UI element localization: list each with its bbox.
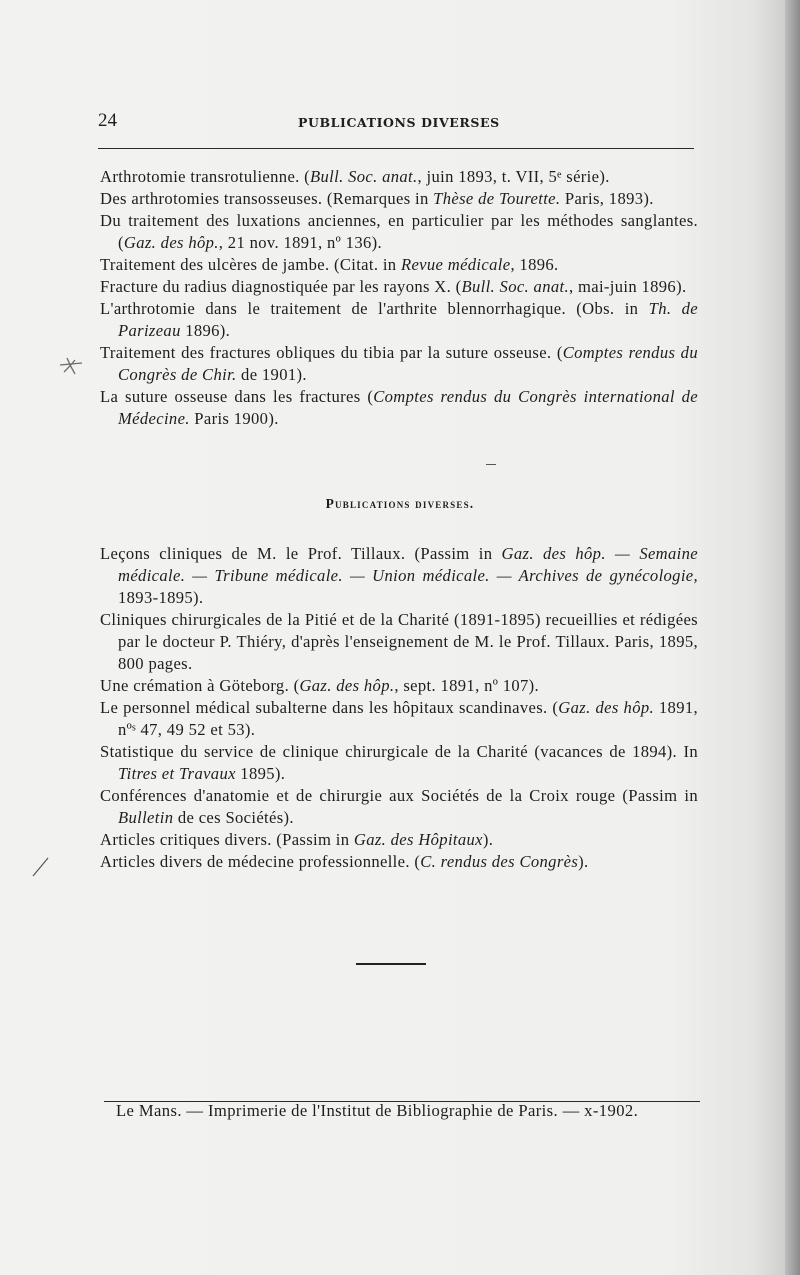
- page-edge-shadow: [785, 0, 800, 1275]
- page-number: 24: [98, 110, 117, 131]
- handwritten-cross-mark-icon: [58, 356, 84, 376]
- header-rule: [98, 148, 694, 149]
- page-header: [98, 110, 694, 136]
- handwritten-slash-mark-icon: [30, 856, 50, 878]
- list-item: Articles critiques divers. (Passim in Gaz. des Hôpitaux).: [100, 830, 494, 849]
- list-item: Leçons cliniques de M. le Prof. Tillaux. (Passim in Gaz. des hôp. — Semaine médicale. — Tribune médicale. — Union médicale. — Archives de gynécologie, 1893-1895).: [100, 544, 698, 607]
- publications-list-2: [100, 543, 698, 873]
- running-head: PUBLICATIONS DIVERSES: [298, 115, 500, 130]
- printer-imprint: Le Mans. — Imprimerie de l'Institut de Bibliographie de Paris. — x-1902.: [116, 1101, 639, 1120]
- list-item: Le personnel médical subalterne dans les hôpitaux scandinaves. (Gaz. des hôp. 1891, nºˢ 47, 49 52 et 53).: [100, 698, 698, 739]
- list-item: La suture osseuse dans les fractures (Comptes rendus du Congrès international de Médecine. Paris 1900).: [100, 387, 698, 428]
- list-item: Du traitement des luxations anciennes, en particulier par les méthodes sanglantes. (Gaz. des hôp., 21 nov. 1891, nº 136).: [100, 211, 698, 252]
- end-rule: [356, 963, 426, 965]
- list-item: Fracture du radius diagnostiquée par les rayons X. (Bull. Soc. anat., mai-juin 1896).: [100, 277, 687, 296]
- list-item: Des arthrotomies transosseuses. (Remarques in Thèse de Tourette. Paris, 1893).: [100, 189, 654, 208]
- list-item: L'arthrotomie dans le traitement de l'arthrite blennorrhagique. (Obs. in Th. de Parizeau 1896).: [100, 299, 698, 340]
- list-item: Articles divers de médecine professionnelle. (C. rendus des Congrès).: [100, 852, 589, 871]
- list-item: Arthrotomie transrotulienne. (Bull. Soc. anat., juin 1893, t. VII, 5ᵉ série).: [100, 167, 610, 186]
- publications-list-1: [100, 166, 698, 430]
- section-title: Publications diverses.: [325, 496, 475, 511]
- divider: [486, 464, 496, 465]
- list-item: Conférences d'anatomie et de chirurgie aux Sociétés de la Croix rouge (Passim in Bulletin de ces Sociétés).: [100, 786, 698, 827]
- list-item: Cliniques chirurgicales de la Pitié et de la Charité (1891-1895) recueillies et rédigées par le docteur P. Thiéry, d'après l'enseignement de M. le Prof. Tillaux. Paris, 1895, 800 pages.: [100, 610, 698, 673]
- list-item: Traitement des ulcères de jambe. (Citat. in Revue médicale, 1896.: [100, 255, 559, 274]
- list-item: Statistique du service de clinique chirurgicale de la Charité (vacances de 1894). In Titres et Travaux 1895).: [100, 742, 698, 783]
- list-item: Une crémation à Göteborg. (Gaz. des hôp., sept. 1891, nº 107).: [100, 676, 540, 695]
- list-item: Traitement des fractures obliques du tibia par la suture osseuse. (Comptes rendus du Congrès de Chir. de 1901).: [100, 343, 698, 384]
